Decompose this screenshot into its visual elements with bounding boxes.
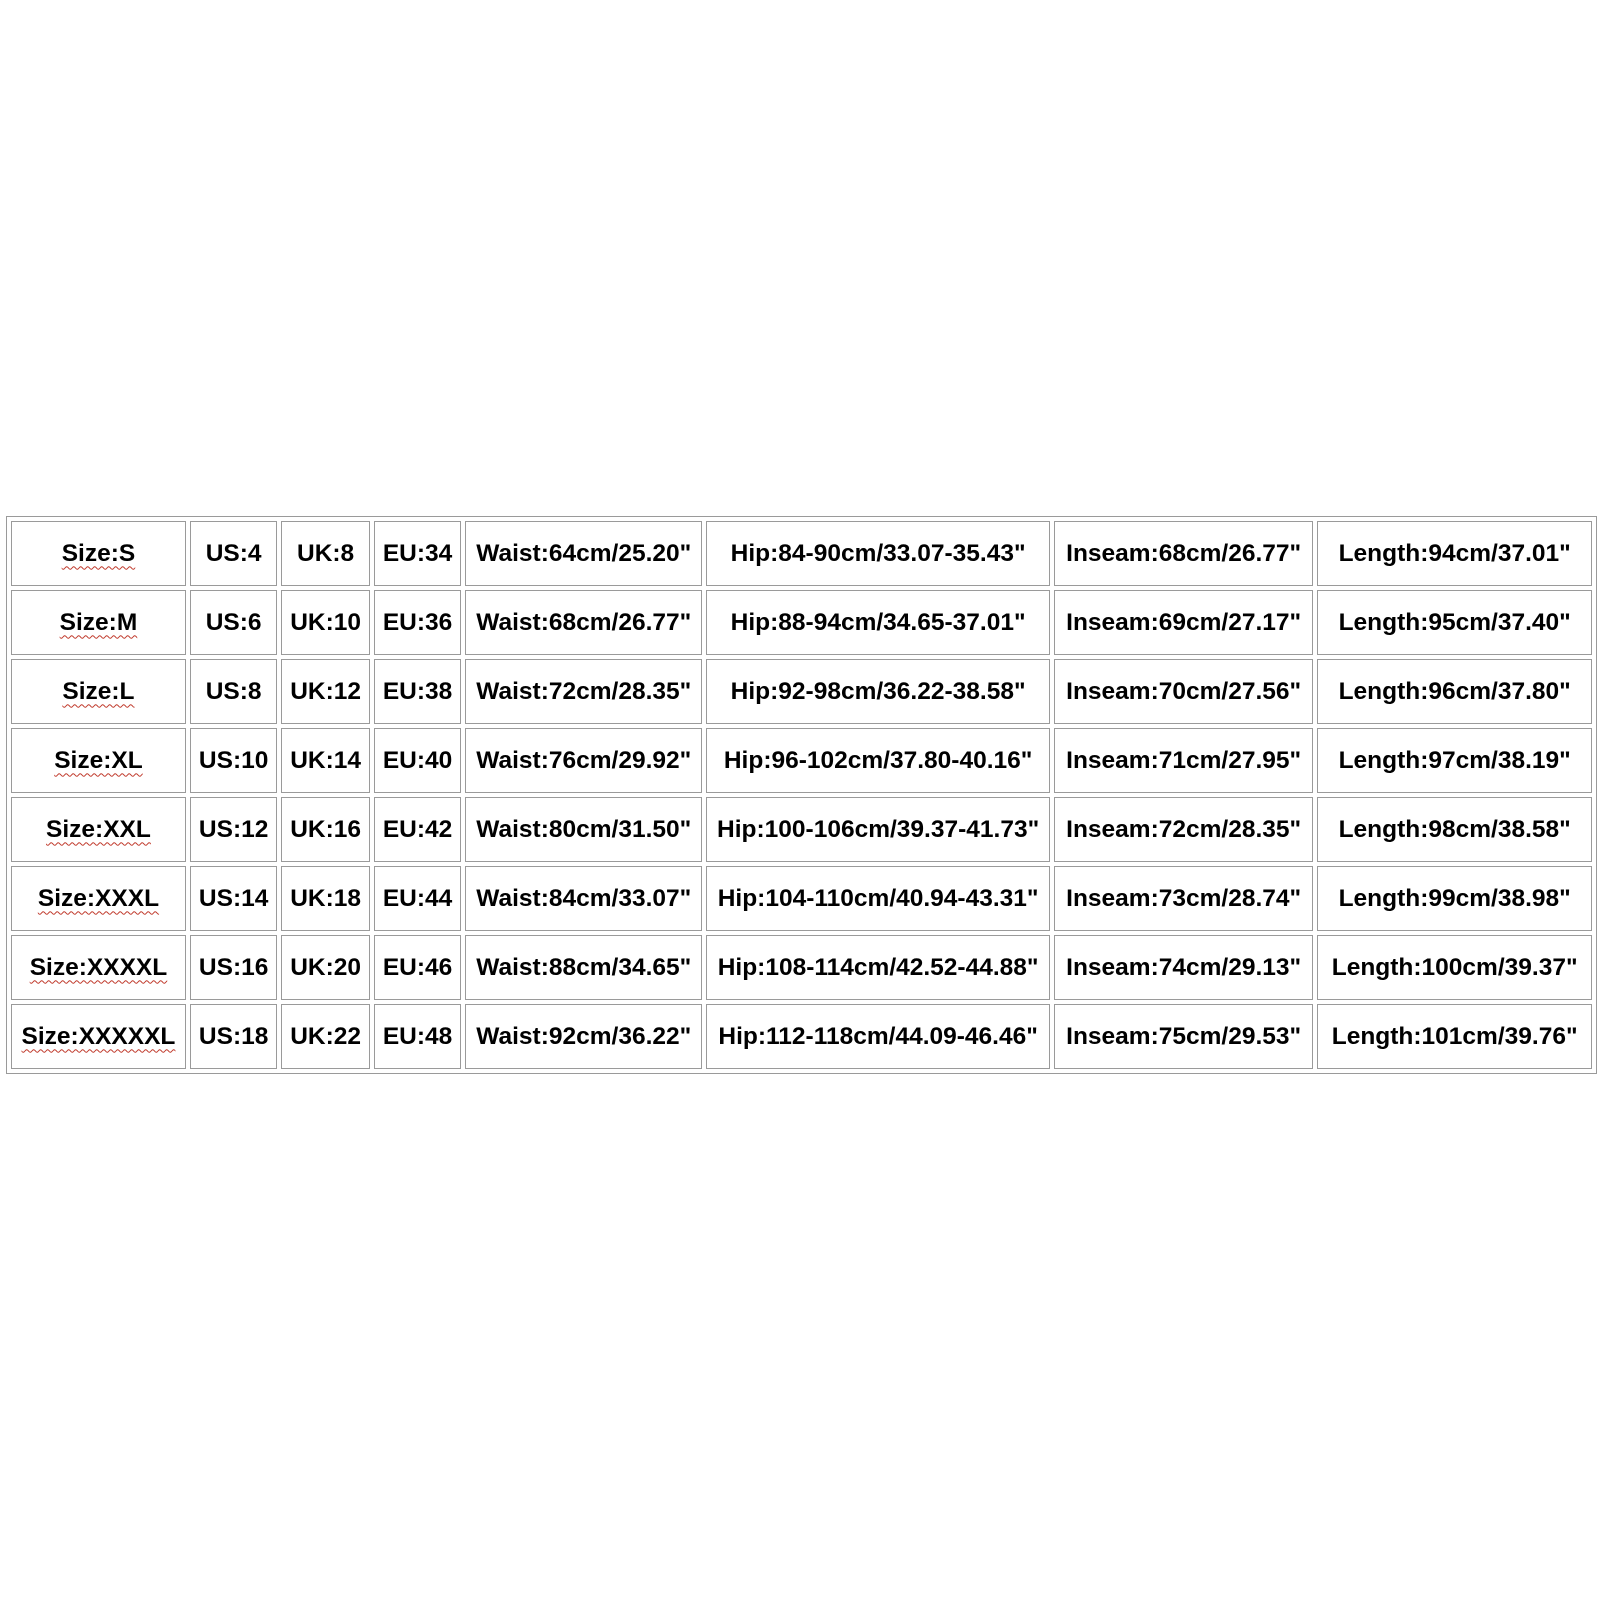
- uk-size-cell: UK:18: [281, 866, 369, 931]
- us-size-cell: US:8: [190, 659, 277, 724]
- uk-size-cell: UK:12: [281, 659, 369, 724]
- eu-size-cell: EU:38: [374, 659, 461, 724]
- us-size-cell: US:12: [190, 797, 277, 862]
- size-chart-table: [6, 516, 1597, 1074]
- size-cell: [11, 935, 186, 1000]
- length-cell: Length:95cm/37.40": [1317, 590, 1592, 655]
- size-cell: [11, 1004, 186, 1069]
- size-cell: [11, 590, 186, 655]
- waist-cell: Waist:88cm/34.65": [465, 935, 702, 1000]
- waist-cell: Waist:64cm/25.20": [465, 521, 702, 586]
- table-row: [11, 1004, 1592, 1069]
- hip-cell: Hip:100-106cm/39.37-41.73": [706, 797, 1050, 862]
- size-label: Size:XXL: [46, 815, 151, 843]
- table-row: [11, 797, 1592, 862]
- eu-size-cell: EU:48: [374, 1004, 461, 1069]
- inseam-cell: Inseam:71cm/27.95": [1054, 728, 1313, 793]
- us-size-cell: US:10: [190, 728, 277, 793]
- us-size-cell: US:18: [190, 1004, 277, 1069]
- size-label: Size:XXXL: [37, 884, 160, 912]
- waist-cell: Waist:72cm/28.35": [465, 659, 702, 724]
- table-row: [11, 590, 1592, 655]
- uk-size-cell: UK:14: [281, 728, 369, 793]
- inseam-cell: Inseam:72cm/28.35": [1054, 797, 1313, 862]
- inseam-cell: Inseam:69cm/27.17": [1054, 590, 1313, 655]
- eu-size-cell: EU:34: [374, 521, 461, 586]
- hip-cell: Hip:112-118cm/44.09-46.46": [706, 1004, 1050, 1069]
- length-cell: Length:94cm/37.01": [1317, 521, 1592, 586]
- table-row: [11, 866, 1592, 931]
- waist-cell: Waist:68cm/26.77": [465, 590, 702, 655]
- hip-cell: Hip:84-90cm/33.07-35.43": [706, 521, 1050, 586]
- inseam-cell: Inseam:75cm/29.53": [1054, 1004, 1313, 1069]
- size-cell: [11, 659, 186, 724]
- size-cell: [11, 797, 186, 862]
- hip-cell: Hip:108-114cm/42.52-44.88": [706, 935, 1050, 1000]
- us-size-cell: US:16: [190, 935, 277, 1000]
- size-label: Size:S: [61, 539, 136, 567]
- hip-cell: Hip:96-102cm/37.80-40.16": [706, 728, 1050, 793]
- length-cell: Length:101cm/39.76": [1317, 1004, 1592, 1069]
- us-size-cell: US:14: [190, 866, 277, 931]
- table-row: [11, 521, 1592, 586]
- table-row: [11, 728, 1592, 793]
- size-cell: [11, 521, 186, 586]
- length-cell: Length:100cm/39.37": [1317, 935, 1592, 1000]
- inseam-cell: Inseam:68cm/26.77": [1054, 521, 1313, 586]
- us-size-cell: US:6: [190, 590, 277, 655]
- table-row: [11, 935, 1592, 1000]
- size-label: Size:M: [59, 608, 138, 636]
- size-label: Size:L: [62, 677, 135, 705]
- eu-size-cell: EU:44: [374, 866, 461, 931]
- size-label: Size:XXXXXL: [21, 1022, 176, 1050]
- eu-size-cell: EU:36: [374, 590, 461, 655]
- inseam-cell: Inseam:73cm/28.74": [1054, 866, 1313, 931]
- inseam-cell: Inseam:70cm/27.56": [1054, 659, 1313, 724]
- eu-size-cell: EU:46: [374, 935, 461, 1000]
- waist-cell: Waist:84cm/33.07": [465, 866, 702, 931]
- eu-size-cell: EU:40: [374, 728, 461, 793]
- length-cell: Length:99cm/38.98": [1317, 866, 1592, 931]
- waist-cell: Waist:80cm/31.50": [465, 797, 702, 862]
- table-row: [11, 659, 1592, 724]
- uk-size-cell: UK:20: [281, 935, 369, 1000]
- uk-size-cell: UK:10: [281, 590, 369, 655]
- uk-size-cell: UK:16: [281, 797, 369, 862]
- waist-cell: Waist:76cm/29.92": [465, 728, 702, 793]
- size-cell: [11, 728, 186, 793]
- length-cell: Length:98cm/38.58": [1317, 797, 1592, 862]
- waist-cell: Waist:92cm/36.22": [465, 1004, 702, 1069]
- hip-cell: Hip:92-98cm/36.22-38.58": [706, 659, 1050, 724]
- length-cell: Length:96cm/37.80": [1317, 659, 1592, 724]
- hip-cell: Hip:104-110cm/40.94-43.31": [706, 866, 1050, 931]
- size-label: Size:XXXXL: [29, 953, 168, 981]
- uk-size-cell: UK:8: [281, 521, 369, 586]
- us-size-cell: US:4: [190, 521, 277, 586]
- size-cell: [11, 866, 186, 931]
- size-chart-body: [11, 521, 1592, 1069]
- hip-cell: Hip:88-94cm/34.65-37.01": [706, 590, 1050, 655]
- uk-size-cell: UK:22: [281, 1004, 369, 1069]
- inseam-cell: Inseam:74cm/29.13": [1054, 935, 1313, 1000]
- eu-size-cell: EU:42: [374, 797, 461, 862]
- size-label: Size:XL: [54, 746, 143, 774]
- length-cell: Length:97cm/38.19": [1317, 728, 1592, 793]
